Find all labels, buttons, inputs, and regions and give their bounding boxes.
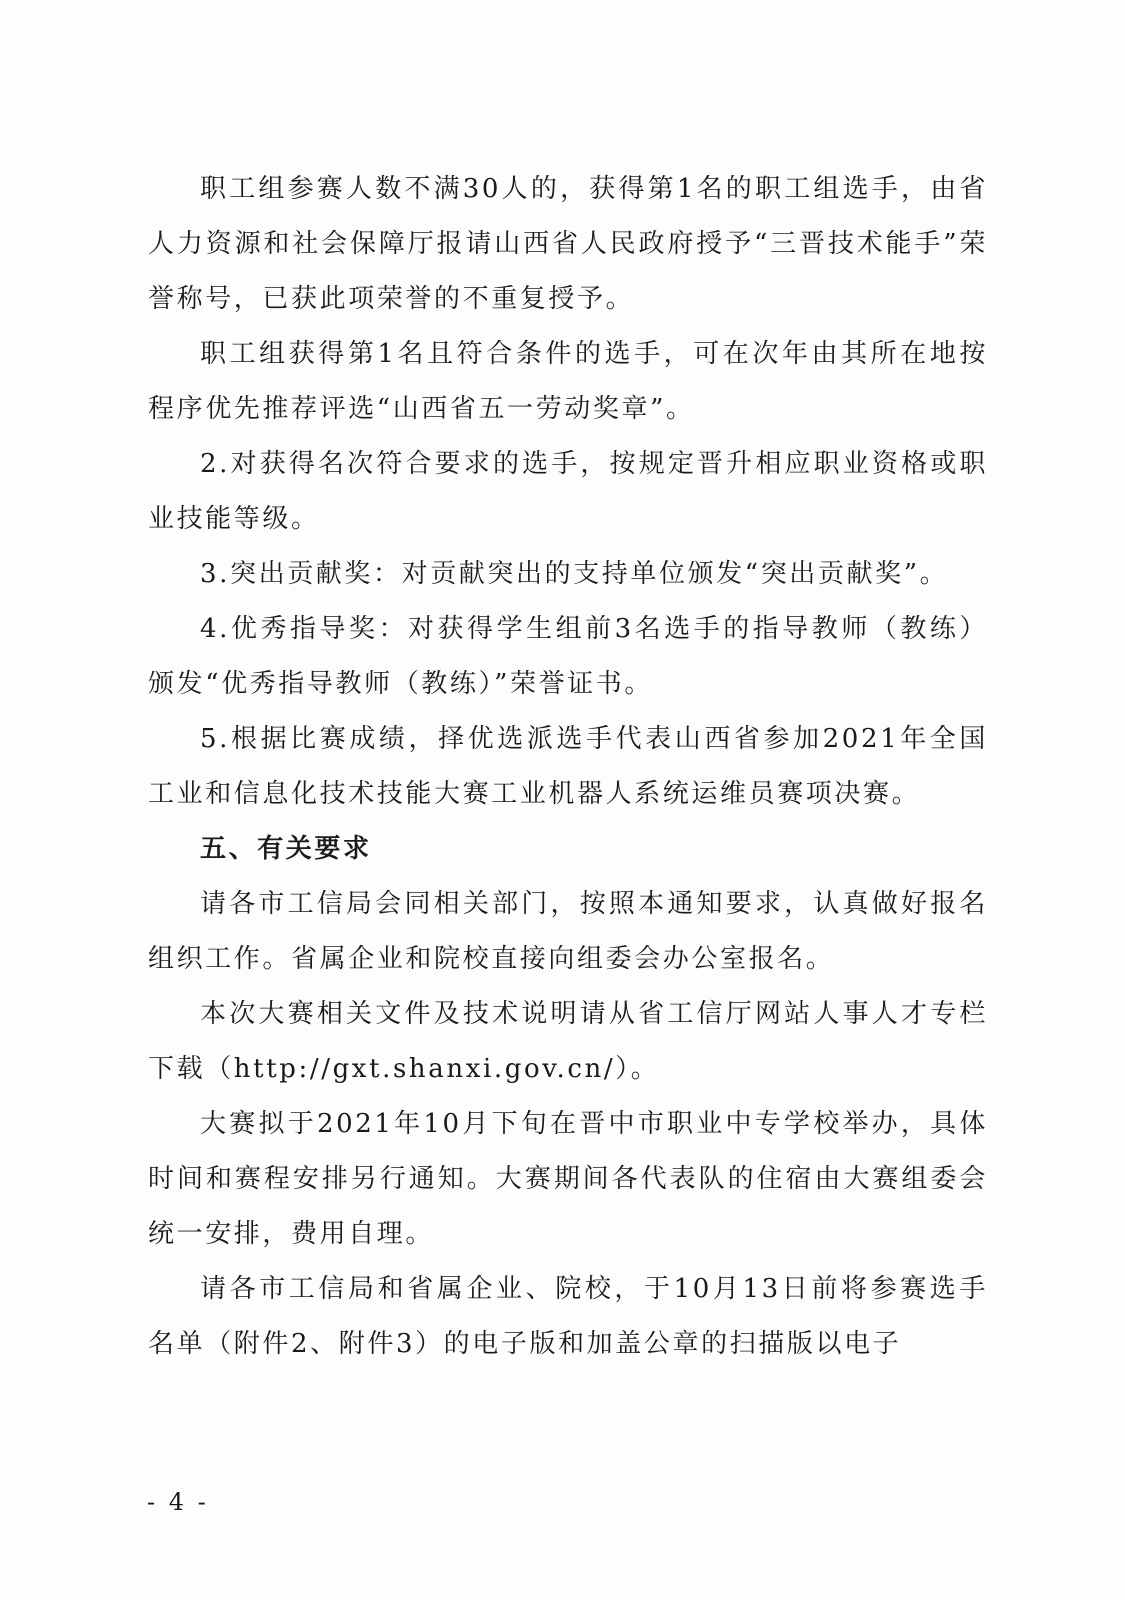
paragraph-download: 本次大赛相关文件及技术说明请从省工信厅网站人事人才专栏下载（http://gxt.shanxi.gov.cn/）。 (148, 999, 988, 1084)
paragraph-contribution-award: 3.突出贡献奖：对贡献突出的支持单位颁发“突出贡献奖”。 (200, 559, 949, 589)
paragraph-honor-title: 职工组参赛人数不满30人的，获得第1名的职工组选手，由省人力资源和社会保障厅报请山西省人民政府授予“三晋技术能手”荣誉称号，已获此项荣誉的不重复授予。 (148, 174, 988, 314)
section-heading: 五、有关要求 (200, 834, 372, 864)
paragraph-deadline: 请各市工信局和省属企业、院校，于10月13日前将参赛选手名单（附件2、附件3）的电子版和加盖公章的扫描版以电子 (148, 1274, 988, 1359)
paragraph-labor-medal: 职工组获得第1名且符合条件的选手，可在次年由其所在地按程序优先推荐评选“山西省五一劳动奖章”。 (148, 339, 988, 424)
paragraph-qualification: 2.对获得名次符合要求的选手，按规定晋升相应职业资格或职业技能等级。 (148, 449, 988, 534)
paragraph-national-final: 5.根据比赛成绩，择优选派选手代表山西省参加2021年全国工业和信息化技术技能大赛工业机器人系统运维员赛项决赛。 (148, 724, 988, 809)
document-body (148, 162, 988, 1372)
paragraph-registration: 请各市工信局会同相关部门，按照本通知要求，认真做好报名组织工作。省属企业和院校直接向组委会办公室报名。 (148, 889, 988, 974)
page-number: - 4 - (147, 1488, 209, 1516)
paragraph-schedule: 大赛拟于2021年10月下旬在晋中市职业中专学校举办，具体时间和赛程安排另行通知。大赛期间各代表队的住宿由大赛组委会统一安排，费用自理。 (148, 1109, 988, 1249)
paragraph-instructor-award: 4.优秀指导奖：对获得学生组前3名选手的指导教师（教练）颁发“优秀指导教师（教练）”荣誉证书。 (148, 614, 988, 699)
